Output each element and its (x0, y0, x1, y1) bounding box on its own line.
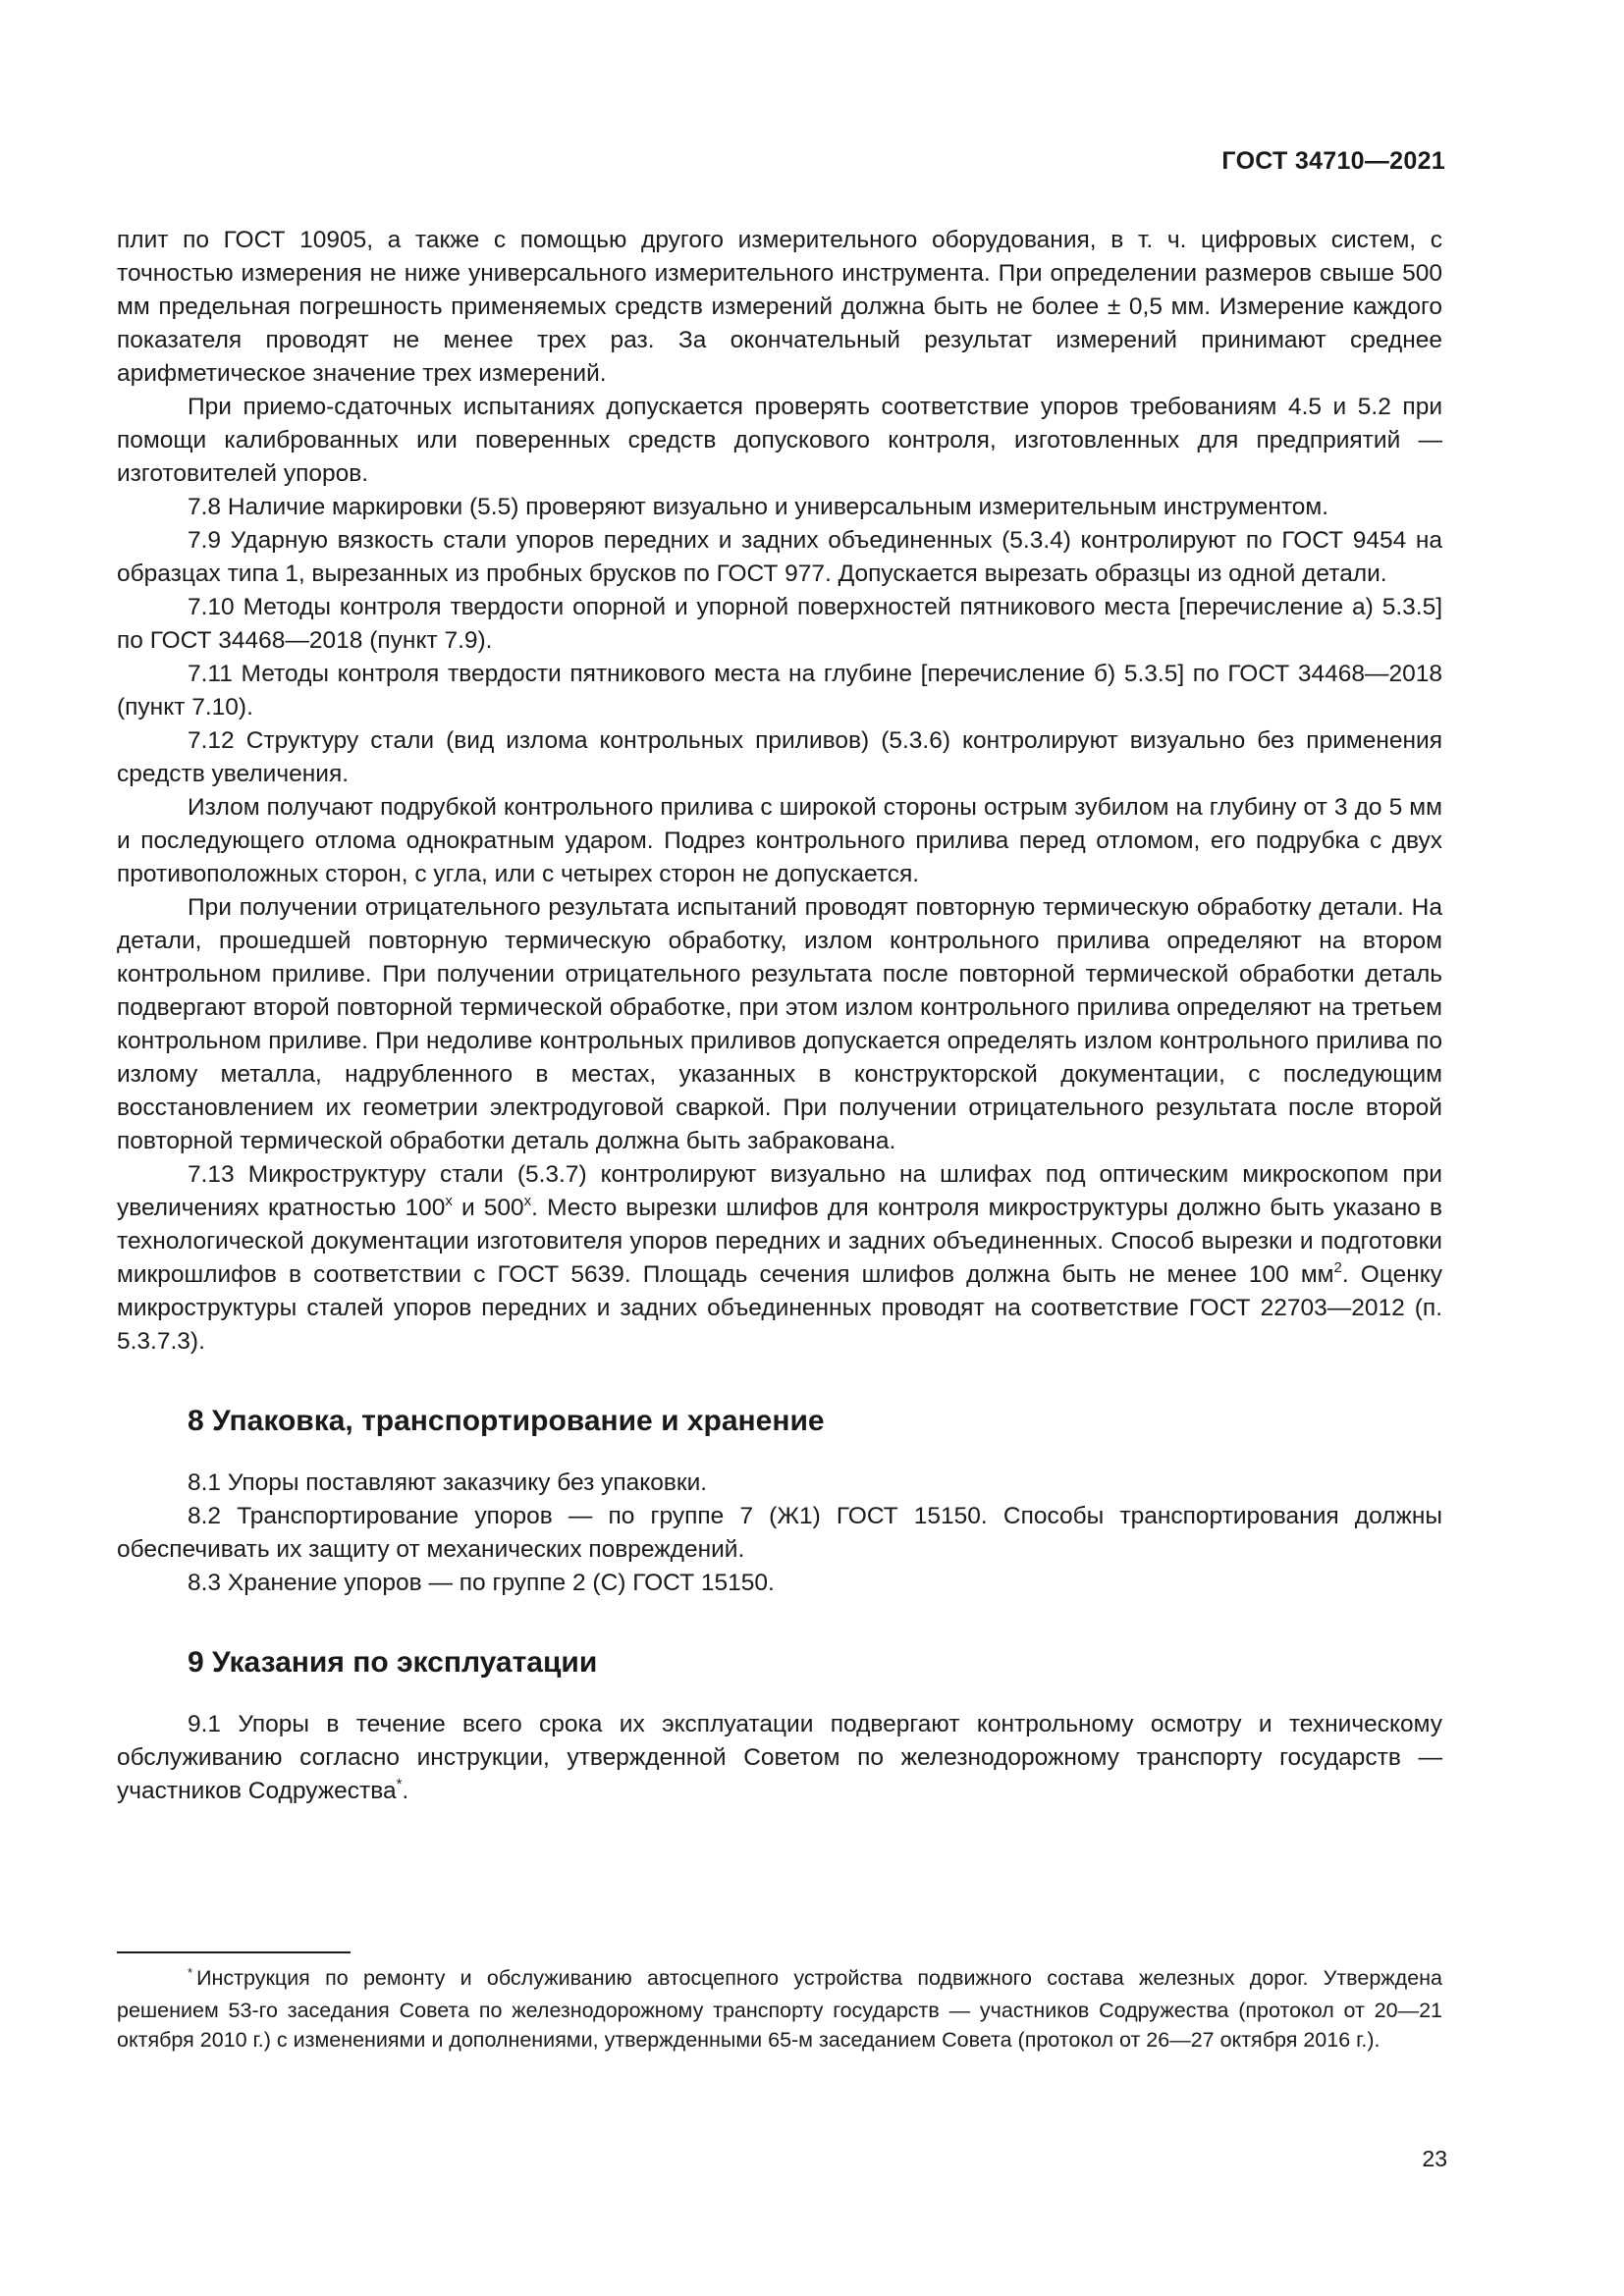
section-8-heading: 8 Упаковка, транспортирование и хранение (188, 1405, 825, 1437)
paragraph-8-1: 8.1 Упоры поставляют заказчику без упаковки. (188, 1469, 708, 1496)
footnote-body: Инструкция по ремонту и обслуживанию автосцепного устройства подвижного состава железных дорог. Утверждена решением 53-го заседания Совета по железнодорожному транспорту государств — участников Содружества (протокол от 20—21 октября 2010 г.) с изменениями и дополнениями, утвержденными 65-м заседанием Совета (протокол от 26—27 октября 2016 г.). (117, 1966, 1442, 2052)
paragraph-7-12: 7.12 Структуру стали (вид излома контрольных приливов) (5.3.6) контролируют визуально без применения средств увеличения. (117, 727, 1442, 787)
area-unit-superscript: 2 (1333, 1258, 1342, 1276)
paragraph-7-13-part1: 7.13 Микроструктуру стали (5.3.7) контролируют визуально на шлифах под оптическим микроскопом при увеличениях кратностью 100 (117, 1161, 1442, 1221)
page-body (117, 224, 1442, 1808)
footnote-text (117, 1963, 1442, 2055)
footnote-mark: * (188, 1965, 193, 1980)
magnification-superscript: х (523, 1192, 532, 1209)
paragraph-7-13-part3: . Место вырезки шлифов для контроля микроструктуры должно быть указано в технологической документации изготовителя упоров передних и задних объединенных. Способ вырезки и подготовки микрошлифов в соответствии с ГОСТ 5639. Площадь сечения шлифов должна быть не менее 100 мм (117, 1195, 1442, 1288)
paragraph-7-11: 7.11 Методы контроля твердости пятникового места на глубине [перечисление б) 5.3.5] по ГОСТ 34468—2018 (пункт 7.10). (117, 661, 1442, 721)
paragraph-7-8: 7.8 Наличие маркировки (5.5) проверяют визуально и универсальным измерительным инструментом. (188, 494, 1329, 520)
paragraph-acceptance-tests: При приемо-сдаточных испытаниях допускается проверять соответствие упоров требованиям 4.5 и 5.2 при помощи калиброванных или поверенных средств допускового контроля, изготовленных для предприятий — изготовителей упоров. (117, 394, 1442, 487)
paragraph-fracture: Излом получают подрубкой контрольного прилива с широкой стороны острым зубилом на глубину от 3 до 5 мм и последующего отлома однократным ударом. Подрез контрольного прилива перед отломом, его подрубка с двух противоположных сторон, с угла, или с четырех сторон не допускается. (117, 794, 1442, 887)
document-id-header: ГОСТ 34710—2021 (1221, 147, 1445, 175)
section-9-heading: 9 Указания по эксплуатации (188, 1646, 598, 1679)
footnote-reference: * (396, 1775, 403, 1792)
paragraph-9-1-text: 9.1 Упоры в течение всего срока их эксплуатации подвергают контрольному осмотру и техническому обслуживанию согласно инструкции, утвержденной Советом по железнодорожному транспорту государств — участников Содружества (117, 1711, 1442, 1804)
magnification-superscript: х (445, 1192, 453, 1209)
paragraph-7-9: 7.9 Ударную вязкость стали упоров передних и задних объединенных (5.3.4) контролируют по ГОСТ 9454 на образцах типа 1, вырезанных из пробных брусков по ГОСТ 977. Допускается вырезать образцы из одной детали. (117, 527, 1442, 587)
paragraph-negative-result: При получении отрицательного результата испытаний проводят повторную термическую обработку детали. На детали, прошедшей повторную термическую обработку, излом контрольного прилива определяют на втором контрольном приливе. При получении отрицательного результата после повторной термической обработки деталь подвергают второй повторной термической обработке, при этом излом контрольного прилива определяют на третьем контрольном приливе. При недоливе контрольных приливов допускается определять излом контрольного прилива по излому металла, надрубленного в местах, указанных в конструкторской документации, с последующим восстановлением их геометрии электродуговой сваркой. При получении отрицательного результата после второй повторной термической обработки деталь должна быть забракована. (117, 894, 1442, 1154)
paragraph-7-13 (117, 1158, 1442, 1359)
footnote-separator (117, 1951, 351, 1953)
paragraph-9-1-end: . (402, 1778, 409, 1804)
paragraph-continuation: плит по ГОСТ 10905, а также с помощью другого измерительного оборудования, в т. ч. цифровых систем, с точностью измерения не ниже универсального измерительного инструмента. При определении размеров свыше 500 мм предельная погрешность применяемых средств измерений должна быть не более ± 0,5 мм. Измерение каждого показателя проводят не менее трех раз. За окончательный результат измерений принимают среднее арифметическое значение трех измерений. (117, 227, 1442, 387)
paragraph-7-10: 7.10 Методы контроля твердости опорной и упорной поверхностей пятникового места [перечисление а) 5.3.5] по ГОСТ 34468—2018 (пункт 7.9). (117, 594, 1442, 654)
page-number: 23 (1422, 2146, 1447, 2171)
paragraph-8-2: 8.2 Транспортирование упоров — по группе 7 (Ж1) ГОСТ 15150. Способы транспортирования должны обеспечивать их защиту от механических повреждений. (117, 1503, 1442, 1563)
paragraph-8-3: 8.3 Хранение упоров — по группе 2 (С) ГОСТ 15150. (188, 1570, 775, 1596)
paragraph-9-1 (117, 1708, 1442, 1808)
paragraph-7-13-part2: и 500 (452, 1195, 524, 1221)
footnote-block (117, 1951, 1442, 2055)
paragraph-7-13-part4: . Оценку микроструктуры сталей упоров передних и задних объединенных проводят на соответствие ГОСТ 22703—2012 (п. 5.3.7.3). (117, 1261, 1442, 1355)
